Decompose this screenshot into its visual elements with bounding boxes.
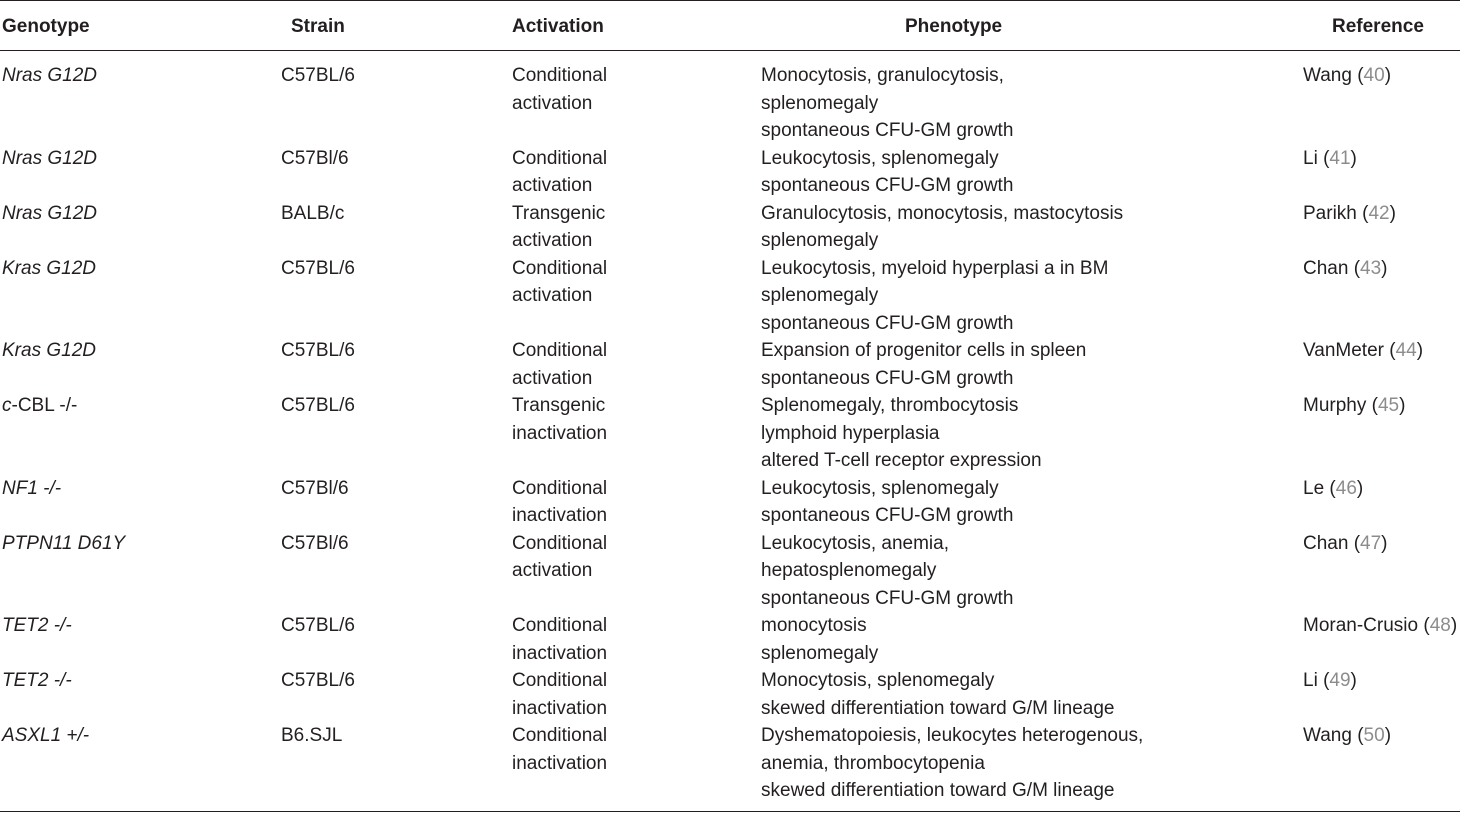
activation-cell	[512, 200, 605, 255]
activation-line: Conditional	[512, 670, 608, 691]
activation-line: Conditional	[512, 340, 608, 361]
strain-cell: C57Bl/6	[281, 532, 349, 554]
reference-open-paren: (	[1351, 65, 1364, 86]
reference-author: VanMeter	[1303, 340, 1384, 361]
genotype-italic: TET2 -/-	[2, 670, 72, 691]
activation-line: inactivation	[512, 505, 608, 526]
activation-cell	[512, 475, 607, 530]
strain-cell: C57BL/6	[281, 615, 355, 636]
genotype-cell	[2, 392, 77, 420]
strain-cell: C57Bl/6	[281, 147, 349, 169]
genotype-cell	[2, 722, 89, 750]
activation-line: Conditional	[512, 615, 608, 636]
phenotype-line: spontaneous CFU-GM growth	[761, 312, 1014, 334]
reference-cell	[1303, 475, 1363, 503]
genotype-cell	[2, 667, 72, 695]
reference-author: Murphy	[1303, 395, 1367, 416]
reference-number: 42	[1368, 202, 1390, 224]
activation-line: Conditional	[512, 477, 608, 499]
reference-open-paren: (	[1366, 395, 1378, 416]
phenotype-line: spontaneous CFU-GM growth	[761, 175, 1014, 196]
strain-cell: C57BL/6	[281, 340, 355, 361]
phenotype-cell	[761, 667, 1114, 722]
reference-close-paren: )	[1381, 532, 1388, 554]
reference-number: 49	[1329, 670, 1351, 691]
reference-open-paren: (	[1324, 477, 1336, 499]
strain-cell: C57BL/6	[281, 257, 355, 279]
reference-close-paren: )	[1381, 257, 1388, 279]
reference-cell	[1303, 200, 1396, 228]
genotype-italic: Nras G12D	[2, 147, 98, 169]
reference-number: 40	[1363, 65, 1385, 86]
genotype-cell	[2, 475, 61, 503]
phenotype-cell	[761, 475, 1013, 530]
phenotype-line: spontaneous CFU-GM growth	[761, 587, 1014, 609]
reference-author: Li	[1303, 670, 1318, 691]
phenotype-cell	[761, 145, 1013, 200]
reference-close-paren: )	[1384, 725, 1392, 746]
phenotype-line: lymphoid hyperplasia	[761, 422, 940, 444]
phenotype-cell	[761, 392, 1042, 475]
phenotype-line: Leukocytosis, splenomegaly	[761, 477, 999, 499]
phenotype-line: spontaneous CFU-GM growth	[761, 367, 1014, 389]
strain-cell: C57BL/6	[281, 670, 355, 691]
reference-open-paren: (	[1317, 670, 1330, 691]
reference-close-paren: )	[1416, 340, 1424, 361]
activation-line: inactivation	[512, 697, 608, 719]
phenotype-line: Leukocytosis, splenomegaly	[761, 147, 999, 169]
phenotype-line: monocytosis	[761, 615, 867, 636]
reference-author: Chan	[1303, 532, 1349, 554]
phenotype-line: splenomegaly	[761, 642, 879, 664]
genotype-italic: PTPN11 D61Y	[2, 532, 126, 554]
genotype-plain: -CBL -/-	[11, 395, 78, 416]
reference-close-paren: )	[1384, 65, 1392, 86]
reference-close-paren: )	[1350, 147, 1357, 169]
activation-line: activation	[512, 285, 593, 306]
header-reference: Reference	[1332, 16, 1424, 37]
genotype-cell	[2, 530, 125, 558]
reference-close-paren: )	[1389, 202, 1396, 224]
activation-line: activation	[512, 175, 593, 196]
reference-open-paren: (	[1418, 615, 1430, 636]
activation-line: Conditional	[512, 257, 608, 279]
strain-cell: C57BL/6	[281, 65, 355, 86]
phenotype-line: Splenomegaly, thrombocytosis	[761, 395, 1019, 416]
table-bottom-rule	[0, 811, 1460, 812]
reference-number: 46	[1335, 477, 1357, 499]
phenotype-cell	[761, 530, 1013, 613]
activation-cell	[512, 255, 607, 310]
phenotype-line: altered T-cell receptor expression	[761, 450, 1042, 471]
activation-line: inactivation	[512, 642, 608, 664]
phenotype-line: Granulocytosis, monocytosis, mastocytosis	[761, 202, 1124, 224]
phenotype-cell	[761, 200, 1123, 255]
activation-cell	[512, 337, 607, 392]
reference-cell	[1303, 255, 1388, 283]
genotype-cell	[2, 612, 72, 640]
genotype-cell	[2, 145, 97, 173]
reference-cell	[1303, 722, 1391, 750]
reference-open-paren: (	[1348, 257, 1361, 279]
phenotype-cell	[761, 612, 878, 667]
header-strain: Strain	[291, 16, 345, 37]
phenotype-cell	[761, 337, 1086, 392]
strain-cell: BALB/c	[281, 202, 345, 224]
reference-author: Parikh	[1303, 202, 1357, 224]
reference-number: 50	[1363, 725, 1385, 746]
reference-open-paren: (	[1356, 202, 1369, 224]
header-phenotype: Phenotype	[905, 16, 1003, 37]
phenotype-line: splenomegaly	[761, 92, 879, 114]
reference-author: Moran-Crusio	[1303, 615, 1419, 636]
strain-cell: C57BL/6	[281, 395, 355, 416]
reference-author: Le	[1303, 477, 1325, 499]
table-top-rule	[0, 0, 1460, 1]
genotype-italic: Kras G12D	[2, 340, 96, 361]
activation-cell	[512, 392, 607, 447]
header-activation: Activation	[512, 16, 604, 37]
reference-open-paren: (	[1383, 340, 1396, 361]
phenotype-line: Leukocytosis, myeloid hyperplasi a in BM	[761, 257, 1109, 279]
activation-cell	[512, 612, 607, 667]
activation-cell	[512, 145, 607, 200]
strain-cell: B6.SJL	[281, 725, 343, 746]
reference-number: 47	[1360, 532, 1382, 554]
header-genotype: Genotype	[2, 16, 90, 37]
phenotype-line: Monocytosis, splenomegaly	[761, 670, 995, 691]
reference-number: 45	[1377, 395, 1400, 416]
genotype-italic: ASXL1 +/-	[2, 725, 90, 746]
genotype-italic: c	[2, 395, 12, 416]
phenotype-line: splenomegaly	[761, 285, 879, 306]
activation-line: activation	[512, 367, 593, 389]
activation-line: Conditional	[512, 532, 608, 554]
genotype-italic: TET2 -/-	[2, 615, 72, 636]
phenotype-line: spontaneous CFU-GM growth	[761, 120, 1014, 141]
genotype-italic: NF1 -/-	[2, 477, 62, 499]
genotype-italic: Nras G12D	[2, 65, 98, 86]
genotype-italic: Kras G12D	[2, 257, 96, 279]
reference-cell	[1303, 612, 1457, 640]
activation-cell	[512, 667, 607, 722]
reference-close-paren: )	[1350, 670, 1357, 691]
phenotype-line: Monocytosis, granulocytosis,	[761, 65, 1004, 86]
phenotype-line: skewed differentiation toward G/M lineage	[761, 780, 1115, 801]
activation-line: Conditional	[512, 147, 608, 169]
phenotype-cell	[761, 722, 1143, 805]
activation-cell	[512, 722, 607, 777]
activation-line: activation	[512, 92, 593, 114]
reference-author: Chan	[1303, 257, 1349, 279]
reference-number: 48	[1429, 615, 1451, 636]
reference-open-paren: (	[1348, 532, 1361, 554]
phenotype-cell	[761, 255, 1108, 338]
header-bottom-rule	[0, 50, 1460, 51]
genotype-cell	[2, 62, 97, 90]
activation-line: inactivation	[512, 422, 608, 444]
reference-author: Wang	[1303, 725, 1352, 746]
phenotype-line: spontaneous CFU-GM growth	[761, 505, 1014, 526]
activation-line: activation	[512, 230, 593, 251]
phenotype-line: skewed differentiation toward G/M lineage	[761, 697, 1115, 719]
phenotype-line: Expansion of progenitor cells in spleen	[761, 340, 1087, 361]
activation-line: Conditional	[512, 725, 608, 746]
activation-line: inactivation	[512, 752, 608, 774]
phenotype-line: anemia, thrombocytopenia	[761, 752, 985, 774]
phenotype-cell	[761, 62, 1013, 145]
reference-cell	[1303, 392, 1405, 420]
reference-close-paren: )	[1450, 615, 1458, 636]
activation-line: Transgenic	[512, 202, 606, 224]
genotype-italic: Nras G12D	[2, 202, 98, 224]
reference-author: Wang	[1303, 65, 1352, 86]
genotype-cell	[2, 200, 97, 228]
reference-author: Li	[1303, 147, 1318, 169]
reference-number: 43	[1360, 257, 1382, 279]
phenotype-line: Leukocytosis, anemia,	[761, 532, 949, 554]
reference-open-paren: (	[1351, 725, 1364, 746]
activation-line: Transgenic	[512, 395, 606, 416]
reference-cell	[1303, 145, 1357, 173]
genotype-cell	[2, 337, 96, 365]
phenotype-line: hepatosplenomegaly	[761, 560, 937, 581]
genotype-cell	[2, 255, 96, 283]
reference-cell	[1303, 667, 1357, 695]
strain-cell: C57Bl/6	[281, 477, 349, 499]
reference-open-paren: (	[1317, 147, 1330, 169]
reference-cell	[1303, 530, 1388, 558]
phenotype-line: Dyshematopoiesis, leukocytes heterogenous,	[761, 725, 1144, 746]
reference-close-paren: )	[1399, 395, 1406, 416]
reference-cell	[1303, 62, 1391, 90]
activation-cell	[512, 62, 607, 117]
reference-number: 41	[1329, 147, 1351, 169]
reference-close-paren: )	[1356, 477, 1364, 499]
reference-cell	[1303, 337, 1423, 365]
activation-cell	[512, 530, 607, 585]
reference-number: 44	[1395, 340, 1417, 361]
activation-line: Conditional	[512, 65, 608, 86]
activation-line: activation	[512, 560, 593, 581]
phenotype-line: splenomegaly	[761, 230, 879, 251]
